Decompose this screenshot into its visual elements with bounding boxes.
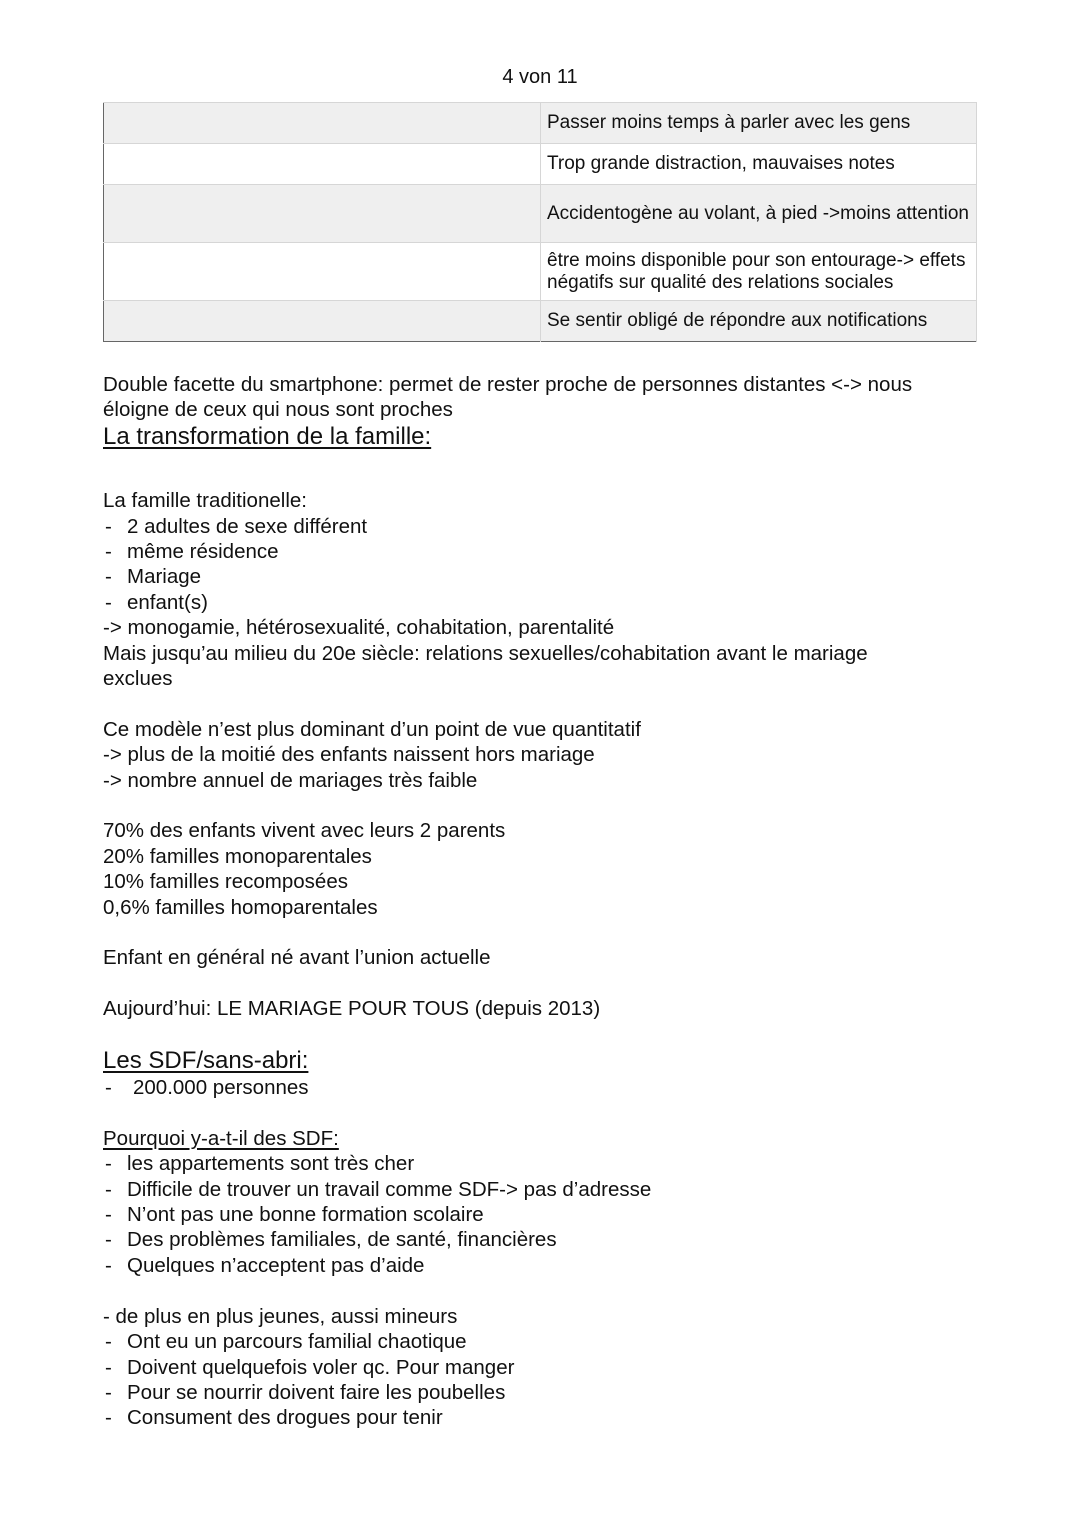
list-item: - Mariage xyxy=(103,564,993,589)
stat-line: 70% des enfants vivent avec leurs 2 parents xyxy=(103,819,506,843)
notes-table xyxy=(103,102,977,342)
model-point: -> plus de la moitié des enfants naissent hors mariage xyxy=(103,743,595,767)
list-item: - Quelques n’acceptent pas d’aide xyxy=(103,1253,993,1278)
list-item: - enfant(s) xyxy=(103,590,993,615)
table-cell-right: Passer moins temps à parler avec les gens xyxy=(541,103,977,144)
double-facette-line: Double facette du smartphone: permet de rester proche de personnes distantes <-> nous xyxy=(103,373,913,396)
list-item: - Ont eu un parcours familial chaotique xyxy=(103,1329,993,1354)
list-item: - Difficile de trouver un travail comme SDF-> pas d’adresse xyxy=(103,1177,993,1202)
table-row xyxy=(104,301,977,342)
double-facette-line: éloigne de ceux qui nous sont proches xyxy=(103,398,453,422)
young-line: - de plus en plus jeunes, aussi mineurs xyxy=(103,1304,458,1328)
summary-line: -> monogamie, hétérosexualité, cohabitation, parentalité xyxy=(103,616,615,640)
spacer xyxy=(103,793,993,818)
pourquoi-heading: Pourquoi y-a-t-il des SDF: xyxy=(103,1126,339,1150)
spacer xyxy=(103,1022,993,1047)
table-row xyxy=(104,243,977,301)
spacer xyxy=(103,691,993,716)
list-item: - Des problèmes familiales, de santé, financières xyxy=(103,1227,993,1252)
table-row xyxy=(104,144,977,185)
young-list xyxy=(103,1329,993,1431)
until-line: Mais jusqu’au milieu du 20e siècle: relations sexuelles/cohabitation avant le mariage xyxy=(103,641,868,665)
aujourdhui-line: Aujourd’hui: LE MARIAGE POUR TOUS (depuis 2013) xyxy=(103,997,601,1021)
table-cell-left xyxy=(104,301,541,342)
list-item: - Consument des drogues pour tenir xyxy=(103,1405,993,1430)
table-cell-right: Trop grande distraction, mauvaises notes xyxy=(541,144,977,185)
until-line: exclues xyxy=(103,667,173,691)
table-row xyxy=(104,103,977,144)
body-text xyxy=(103,372,993,1431)
table-cell-right: être moins disponible pour son entourage-> effets négatifs sur qualité des relations sociales xyxy=(541,243,977,301)
table-cell-left xyxy=(104,144,541,185)
table-cell-right: Se sentir obligé de répondre aux notifications xyxy=(541,301,977,342)
section-heading-famille: La transformation de la famille: xyxy=(103,422,432,450)
table-cell-right: Accidentogène au volant, à pied ->moins attention xyxy=(541,185,977,243)
enfant-line: Enfant en général né avant l’union actuelle xyxy=(103,946,491,970)
list-item: - Doivent quelquefois voler qc. Pour manger xyxy=(103,1355,993,1380)
section-heading-sdf: Les SDF/sans-abri: xyxy=(103,1047,309,1075)
stat-line: 10% familles recomposées xyxy=(103,870,348,894)
spacer xyxy=(103,451,993,476)
list-item: - 2 adultes de sexe différent xyxy=(103,514,993,539)
stat-line: 20% familles monoparentales xyxy=(103,844,372,868)
list-item: - N’ont pas une bonne formation scolaire xyxy=(103,1202,993,1227)
spacer xyxy=(103,971,993,996)
table-row xyxy=(104,185,977,243)
table-cell-left xyxy=(104,103,541,144)
table-cell-left xyxy=(104,243,541,301)
list-item: - 200.000 personnes xyxy=(103,1075,993,1100)
traditional-list xyxy=(103,514,993,616)
table-cell-left xyxy=(104,185,541,243)
list-item: - les appartements sont très cher xyxy=(103,1151,993,1176)
stat-line: 0,6% familles homoparentales xyxy=(103,895,378,919)
spacer xyxy=(103,920,993,945)
traditional-label: La famille traditionelle: xyxy=(103,489,307,513)
spacer xyxy=(103,1100,993,1125)
spacer xyxy=(103,1278,993,1303)
sdf-count-list xyxy=(103,1075,993,1100)
reasons-list xyxy=(103,1151,993,1278)
page-number: 4 von 11 xyxy=(502,66,578,88)
list-item: - Pour se nourrir doivent faire les poubelles xyxy=(103,1380,993,1405)
spacer xyxy=(103,476,993,488)
list-item: - même résidence xyxy=(103,539,993,564)
model-line: Ce modèle n’est plus dominant d’un point de vue quantitatif xyxy=(103,717,641,741)
model-point: -> nombre annuel de mariages très faible xyxy=(103,768,478,792)
